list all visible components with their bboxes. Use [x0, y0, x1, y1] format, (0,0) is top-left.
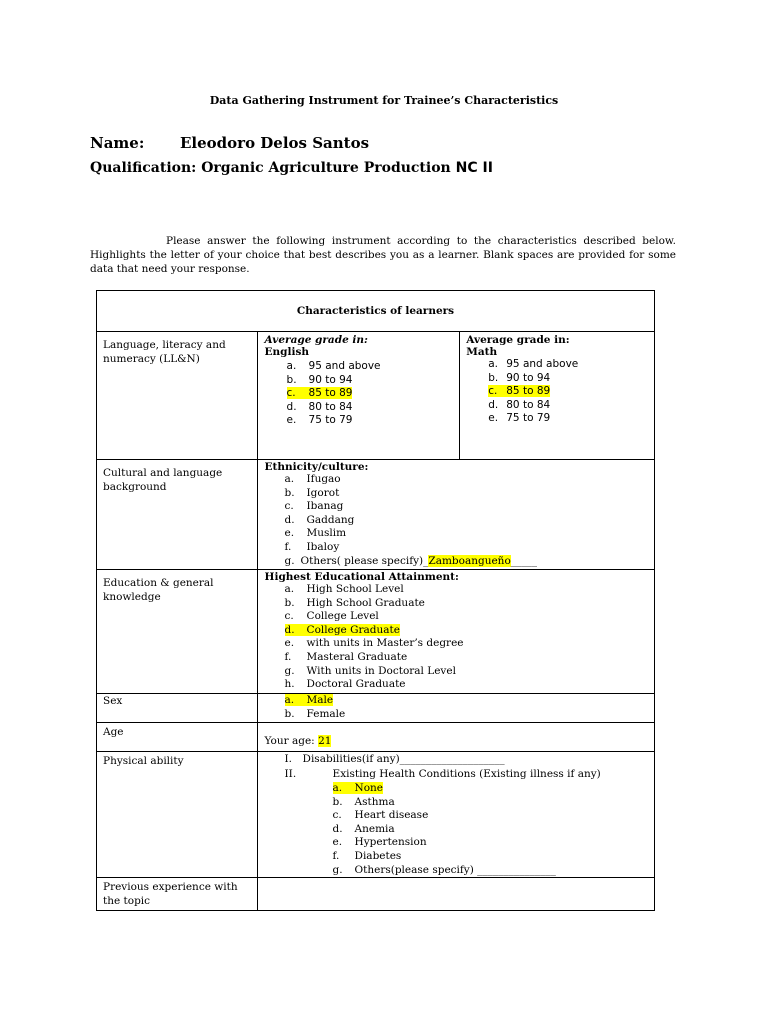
education-option[interactable] — [285, 610, 654, 624]
education-option[interactable] — [285, 678, 654, 692]
english-grade-cell — [257, 332, 460, 460]
option-label: 90 to 94 — [506, 371, 551, 384]
option-label: Female — [306, 707, 346, 720]
experience-cell[interactable] — [257, 878, 654, 911]
physical-cell — [257, 752, 654, 878]
ethnicity-others-value: Zamboangueño — [428, 554, 511, 567]
row-label-physical: Physical ability — [97, 752, 258, 878]
name-value: Eleodoro Delos Santos — [180, 134, 370, 152]
sex-options — [285, 694, 654, 721]
option-marker: c. — [332, 809, 342, 822]
option-label: High School Level — [306, 583, 404, 595]
option-marker: a. — [284, 473, 295, 485]
health-options — [285, 782, 654, 877]
qualification-value: Organic Agriculture Production — [201, 160, 451, 176]
option-marker: a. — [284, 694, 295, 706]
option-marker: b. — [284, 596, 295, 609]
age-prompt: Your age: — [264, 735, 319, 747]
ethnicity-option[interactable] — [285, 514, 654, 528]
option-label: Hypertension — [354, 836, 427, 849]
option-label: 80 to 84 — [308, 400, 353, 413]
math-option[interactable] — [488, 358, 654, 372]
option-label: With units in Doctoral Level — [306, 664, 456, 677]
math-options — [466, 358, 654, 426]
health-option[interactable] — [333, 809, 654, 823]
option-marker: d. — [488, 398, 499, 411]
age-value: 21 — [318, 735, 332, 747]
english-option[interactable] — [287, 374, 460, 388]
option-marker: d. — [286, 400, 297, 413]
age-cell — [257, 723, 654, 752]
math-option[interactable] — [488, 399, 654, 413]
option-marker: b. — [488, 371, 499, 384]
option-marker: f. — [284, 540, 292, 553]
ethnicity-others: g. Others( please specify)_Zamboangueño_____ — [284, 554, 538, 567]
option-marker: b. — [286, 373, 297, 386]
education-options — [265, 583, 654, 692]
option-label: College Level — [306, 610, 379, 623]
qualification-line — [90, 160, 493, 176]
option-marker: c. — [284, 500, 294, 513]
option-label: Male — [306, 694, 334, 706]
english-option[interactable] — [287, 414, 460, 428]
english-option[interactable] — [287, 401, 460, 415]
qualification-level: NC II — [455, 160, 493, 176]
option-label: 80 to 84 — [506, 398, 551, 411]
option-marker: d. — [284, 513, 295, 526]
ethnicity-option[interactable] — [285, 487, 654, 501]
table-caption: Characteristics of learners — [97, 291, 655, 332]
option-marker: e. — [284, 637, 295, 650]
ethnicity-option[interactable] — [285, 541, 654, 555]
option-label: 90 to 94 — [308, 373, 353, 386]
education-option[interactable] — [285, 665, 654, 679]
math-option[interactable] — [488, 385, 654, 399]
option-marker: f. — [332, 849, 340, 862]
option-marker: e. — [488, 412, 499, 425]
disabilities-line: I. Disabilities(if any)____________________ — [284, 753, 505, 765]
education-cell — [257, 570, 654, 694]
option-label: Asthma — [354, 795, 395, 808]
characteristics-table — [96, 290, 655, 911]
option-label: Doctoral Graduate — [306, 678, 406, 691]
sex-option[interactable] — [285, 694, 654, 708]
education-heading: Highest Educational Attainment: — [264, 571, 459, 583]
english-heading: Average grade in: — [264, 334, 368, 346]
math-option[interactable] — [488, 412, 654, 426]
option-marker: e. — [284, 527, 295, 540]
option-label: Igorot — [306, 486, 340, 499]
option-marker: a. — [332, 782, 343, 794]
option-marker: c. — [284, 610, 294, 623]
education-option[interactable] — [285, 651, 654, 665]
math-grade-cell — [460, 332, 655, 460]
option-label: with units in Master’s degree — [306, 637, 464, 650]
sex-cell — [257, 694, 654, 723]
option-label: Diabetes — [354, 849, 402, 862]
option-label: High School Graduate — [306, 596, 425, 609]
option-label: 85 to 89 — [308, 387, 353, 400]
option-marker: e. — [286, 414, 297, 427]
row-label-llnl: Language, literacy and numeracy (LL&N) — [97, 332, 258, 460]
option-label: 75 to 79 — [308, 414, 353, 427]
option-label: 95 and above — [308, 360, 381, 372]
row-label-culture: Cultural and language background — [97, 460, 258, 570]
option-marker: g. — [284, 664, 295, 677]
education-option[interactable] — [285, 624, 654, 638]
ethnicity-option[interactable] — [285, 527, 654, 541]
education-option[interactable] — [285, 597, 654, 611]
health-option[interactable] — [333, 836, 654, 850]
row-label-age: Age — [97, 723, 258, 752]
ethnicity-cell — [257, 460, 654, 570]
math-heading: Average grade in: — [466, 334, 570, 346]
option-marker: e. — [332, 836, 343, 849]
option-label: Ifugao — [306, 473, 341, 485]
row-label-experience: Previous experience with the topic — [97, 878, 258, 911]
sex-option[interactable] — [285, 708, 654, 722]
option-marker: a. — [488, 358, 499, 370]
math-option[interactable] — [488, 372, 654, 386]
option-marker: f. — [284, 650, 292, 663]
health-option[interactable] — [333, 823, 654, 837]
health-option[interactable] — [333, 782, 654, 796]
english-subject: English — [264, 346, 310, 358]
option-label: Ibaloy — [306, 540, 340, 553]
english-option[interactable] — [287, 360, 460, 374]
row-label-education: Education & general knowledge — [97, 570, 258, 694]
option-label: Heart disease — [354, 809, 429, 822]
instructions-paragraph: Please answer the following instrument according to the characteristics described below. Highlights the letter of your choice that best describes you as a learner. Blank spaces are provided for some data that need your response. — [90, 235, 676, 275]
ethnicity-options — [265, 473, 654, 555]
qualification-label: Qualification: — [90, 160, 197, 176]
ethnicity-option[interactable] — [285, 473, 654, 487]
option-marker: a. — [284, 583, 295, 595]
option-label: Others(please specify) _______________ — [354, 863, 556, 876]
ethnicity-option[interactable] — [285, 500, 654, 514]
education-option[interactable] — [285, 583, 654, 597]
option-label: Masteral Graduate — [306, 650, 408, 663]
option-marker: d. — [332, 822, 343, 835]
english-options — [265, 360, 460, 428]
option-marker: a. — [286, 360, 297, 372]
health-option[interactable] — [333, 850, 654, 864]
option-marker: g. — [332, 863, 343, 876]
option-marker: b. — [284, 486, 295, 499]
option-marker: b. — [332, 795, 343, 808]
health-option[interactable] — [333, 864, 654, 878]
math-subject: Math — [466, 346, 498, 358]
option-marker: b. — [284, 707, 295, 720]
education-option[interactable] — [285, 637, 654, 651]
option-label: Anemia — [354, 822, 395, 835]
option-label: Gaddang — [306, 513, 355, 526]
option-marker: c. — [286, 387, 296, 400]
ethnicity-heading: Ethnicity/culture: — [264, 461, 369, 473]
name-label: Name: — [90, 134, 145, 152]
option-label: Ibanag — [306, 500, 344, 513]
option-label: 75 to 79 — [506, 412, 551, 425]
option-label: None — [354, 782, 384, 794]
row-label-sex: Sex — [97, 694, 258, 723]
english-option[interactable] — [287, 387, 460, 401]
document-title: Data Gathering Instrument for Trainee’s Characteristics — [209, 94, 559, 107]
option-marker: h. — [284, 678, 295, 691]
option-label: 95 and above — [506, 358, 579, 370]
health-conditions-line: II. Existing Health Conditions (Existing illness if any) — [284, 768, 601, 780]
health-option[interactable] — [333, 796, 654, 810]
option-marker: d. — [284, 623, 295, 636]
option-label: 85 to 89 — [506, 385, 551, 398]
option-label: College Graduate — [306, 623, 400, 636]
option-marker: c. — [488, 385, 498, 398]
option-label: Muslim — [306, 527, 347, 540]
